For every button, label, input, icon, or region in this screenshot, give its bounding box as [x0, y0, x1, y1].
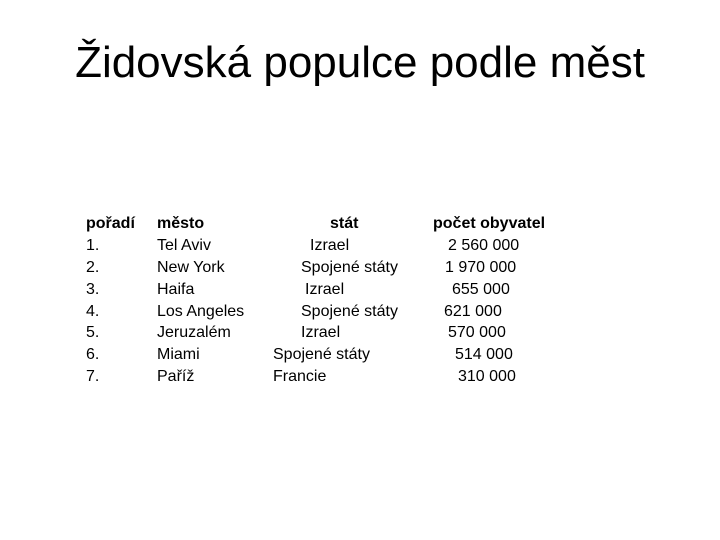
row-rank: 5. — [86, 324, 100, 341]
row-city: Los Angeles — [157, 303, 245, 320]
row-population: 514 000 — [455, 346, 513, 363]
row-rank: 1. — [86, 237, 100, 254]
header-rank: pořadí — [86, 215, 135, 232]
row-population: 570 000 — [448, 324, 506, 341]
row-rank: 6. — [86, 346, 100, 363]
header-population: počet obyvatel — [433, 215, 546, 232]
header-country: stát — [330, 215, 359, 232]
row-country: Spojené státy — [301, 303, 398, 320]
row-city: Tel Aviv — [157, 237, 211, 254]
row-city: Haifa — [157, 281, 195, 298]
row-population: 1 970 000 — [445, 259, 517, 276]
row-population: 655 000 — [452, 281, 510, 298]
row-country: Spojené státy — [301, 259, 398, 276]
row-population: 621 000 — [444, 303, 502, 320]
row-rank: 7. — [86, 368, 100, 385]
header-city: město — [157, 215, 205, 232]
row-city: Miami — [157, 346, 200, 363]
row-population: 2 560 000 — [448, 237, 520, 254]
row-rank: 4. — [86, 303, 100, 320]
row-country: Francie — [273, 368, 327, 385]
row-city: Paříž — [157, 368, 195, 385]
slide-title: Židovská populce podle měst — [75, 38, 645, 87]
row-country: Izrael — [310, 237, 350, 254]
row-country: Spojené státy — [273, 346, 370, 363]
row-country: Izrael — [301, 324, 341, 341]
row-city: Jeruzalém — [157, 324, 231, 341]
row-country: Izrael — [305, 281, 345, 298]
row-rank: 3. — [86, 281, 100, 298]
row-rank: 2. — [86, 259, 100, 276]
row-population: 310 000 — [458, 368, 516, 385]
row-city: New York — [157, 259, 225, 276]
